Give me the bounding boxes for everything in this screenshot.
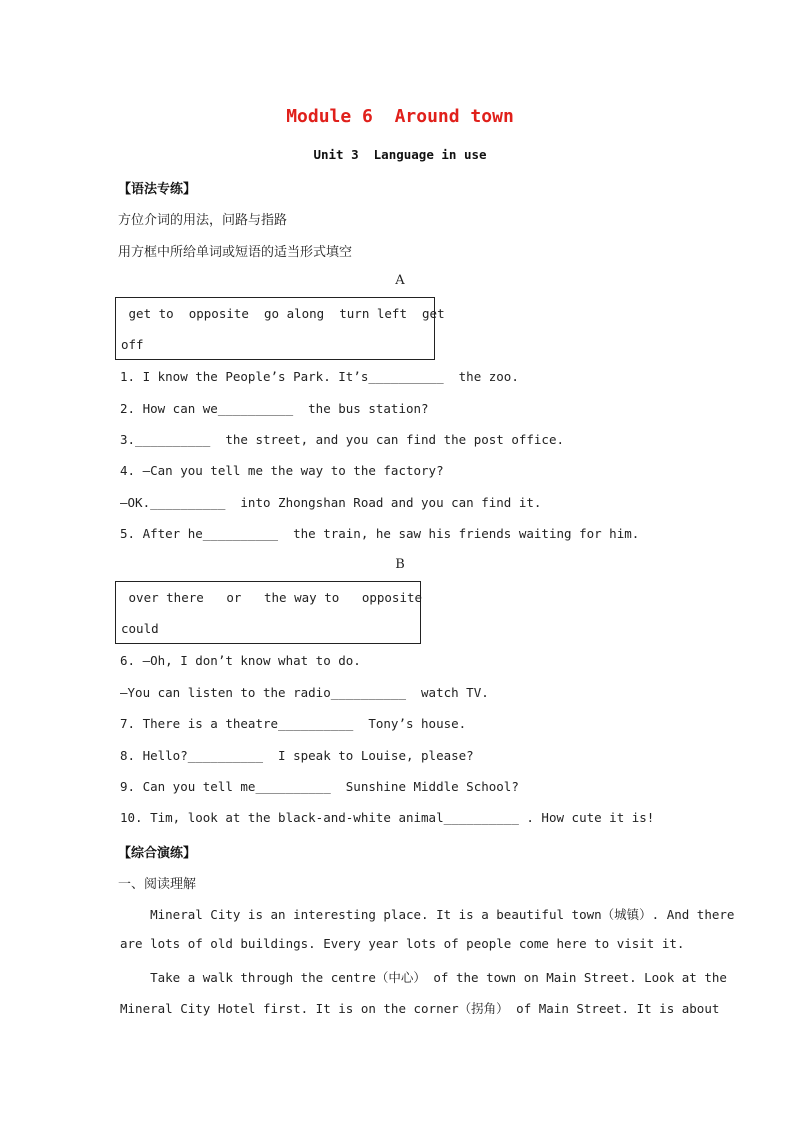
question-7: 7. There is a theatre__________ Tony’s house.	[120, 716, 467, 731]
word-box-b-line-1: over there or the way to opposite	[121, 590, 423, 605]
question-5: 5. After he__________ the train, he saw his friends waiting for him.	[120, 526, 640, 541]
paragraph-line: are lots of old buildings. Every year lots of people come here to visit it.	[120, 936, 685, 951]
part-a-label: A	[395, 273, 405, 288]
word-box-a-line-1: get to opposite go along turn left get	[121, 306, 445, 321]
question-9: 9. Can you tell me__________ Sunshine Middle School?	[120, 779, 519, 794]
question-4: 4. —Can you tell me the way to the factory?	[120, 463, 444, 478]
word-box-a-line-2: off	[121, 337, 144, 352]
paragraph-line: Take a walk through the centre（中心） of the town on Main Street. Look at the	[120, 970, 727, 985]
page-title: Module 6 Around town	[286, 106, 514, 127]
word-box-b-line-2: could	[121, 621, 159, 636]
question-1: 1. I know the People’s Park. It’s__________ the zoo.	[120, 369, 519, 384]
question-6-answer: —You can listen to the radio__________ watch TV.	[120, 685, 489, 700]
section-heading-grammar: 【语法专练】	[118, 182, 197, 197]
paragraph-line: Mineral City is an interesting place. It is a beautiful town（城镇）. And there	[120, 907, 735, 922]
question-3: 3.__________ the street, and you can find the post office.	[120, 432, 565, 447]
question-6: 6. —Oh, I don’t know what to do.	[120, 653, 361, 668]
word-box-b	[115, 581, 421, 644]
part-b-label: B	[395, 557, 405, 572]
question-4-answer: —OK.__________ into Zhongshan Road and you can find it.	[120, 495, 542, 510]
word-box-a	[115, 297, 445, 360]
paragraph-line: Mineral City Hotel first. It is on the corner（拐角） of Main Street. It is about	[120, 1001, 720, 1016]
section-heading-comprehensive: 【综合演练】	[118, 846, 197, 861]
instruction-text: 用方框中所给单词或短语的适当形式填空	[118, 245, 353, 260]
reading-subheading: 一、阅读理解	[118, 877, 197, 892]
question-2: 2. How can we__________ the bus station?	[120, 401, 429, 416]
topic-text: 方位介词的用法，问路与指路	[118, 213, 288, 228]
question-10: 10. Tim, look at the black-and-white animal__________ . How cute it is!	[120, 810, 655, 825]
question-8: 8. Hello?__________ I speak to Louise, please?	[120, 748, 474, 763]
page-subtitle: Unit 3 Language in use	[313, 147, 487, 162]
